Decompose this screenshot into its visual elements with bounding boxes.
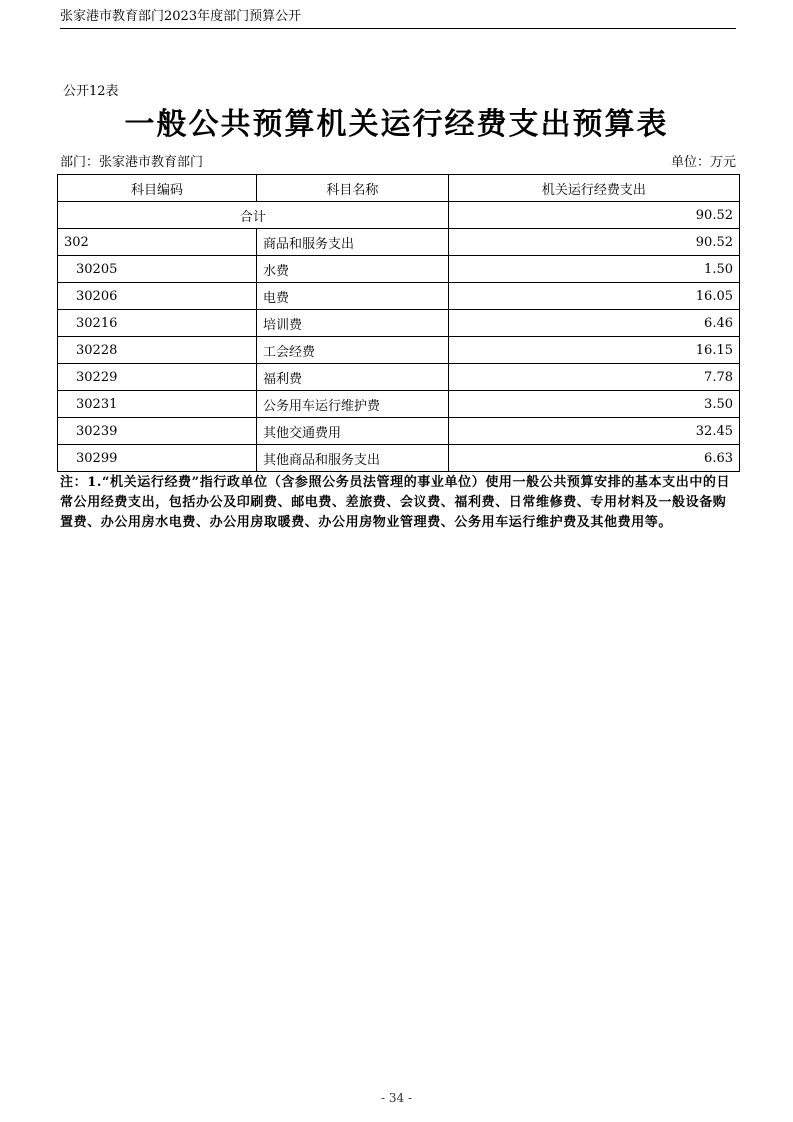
row-name: 电费	[256, 283, 448, 310]
row-code: 30229	[58, 364, 257, 391]
department-label: 部门：张家港市教育部门	[60, 155, 204, 170]
row-code: 302	[58, 229, 257, 256]
table-row	[58, 391, 740, 418]
row-value: 7.78	[448, 364, 739, 391]
total-row	[58, 202, 740, 229]
row-name: 福利费	[256, 364, 448, 391]
table-row	[58, 364, 740, 391]
row-code: 30206	[58, 283, 257, 310]
footnote: 注：1.“机关运行经费”指行政单位（含参照公务员法管理的事业单位）使用一般公共预算安排的基本支出中的日常公用经费支出，包括办公及印刷费、邮电费、差旅费、会议费、福利费、日常维修费、专用材料及一般设备购置费、办公用房水电费、办公用房取暖费、办公用房物业管理费、公务用车运行维护费及其他费用等。	[60, 475, 731, 530]
header-subject-name: 科目名称	[256, 175, 448, 202]
row-name: 工会经费	[256, 337, 448, 364]
row-value: 16.05	[448, 283, 739, 310]
row-code: 30239	[58, 418, 257, 445]
total-value: 90.52	[448, 202, 739, 229]
row-name: 其他交通费用	[256, 418, 448, 445]
row-value: 32.45	[448, 418, 739, 445]
table-row	[58, 229, 740, 256]
running-header: 张家港市教育部门2023年度部门预算公开	[60, 8, 736, 29]
row-value: 90.52	[448, 229, 739, 256]
row-name: 公务用车运行维护费	[256, 391, 448, 418]
header-operating-expense: 机关运行经费支出	[448, 175, 739, 202]
table-row	[58, 337, 740, 364]
table-row	[58, 445, 740, 472]
row-value: 3.50	[448, 391, 739, 418]
row-value: 1.50	[448, 256, 739, 283]
row-code: 30216	[58, 310, 257, 337]
table-row	[58, 256, 740, 283]
row-value: 6.46	[448, 310, 739, 337]
table-header-row	[58, 175, 740, 202]
row-name: 商品和服务支出	[256, 229, 448, 256]
row-code: 30205	[58, 256, 257, 283]
row-code: 30299	[58, 445, 257, 472]
table-row	[58, 418, 740, 445]
row-value: 16.15	[448, 337, 739, 364]
table-row	[58, 310, 740, 337]
row-value: 6.63	[448, 445, 739, 472]
row-code: 30231	[58, 391, 257, 418]
row-name: 培训费	[256, 310, 448, 337]
page-number: - 34 -	[380, 1091, 412, 1105]
row-name: 水费	[256, 256, 448, 283]
unit-label: 单位：万元	[670, 155, 736, 170]
budget-table	[57, 174, 740, 472]
header-subject-code: 科目编码	[58, 175, 257, 202]
row-name: 其他商品和服务支出	[256, 445, 448, 472]
total-label: 合计	[58, 202, 449, 229]
table-number: 公开12表	[63, 84, 119, 99]
table-row	[58, 283, 740, 310]
page-title: 一般公共预算机关运行经费支出预算表	[124, 107, 669, 142]
row-code: 30228	[58, 337, 257, 364]
